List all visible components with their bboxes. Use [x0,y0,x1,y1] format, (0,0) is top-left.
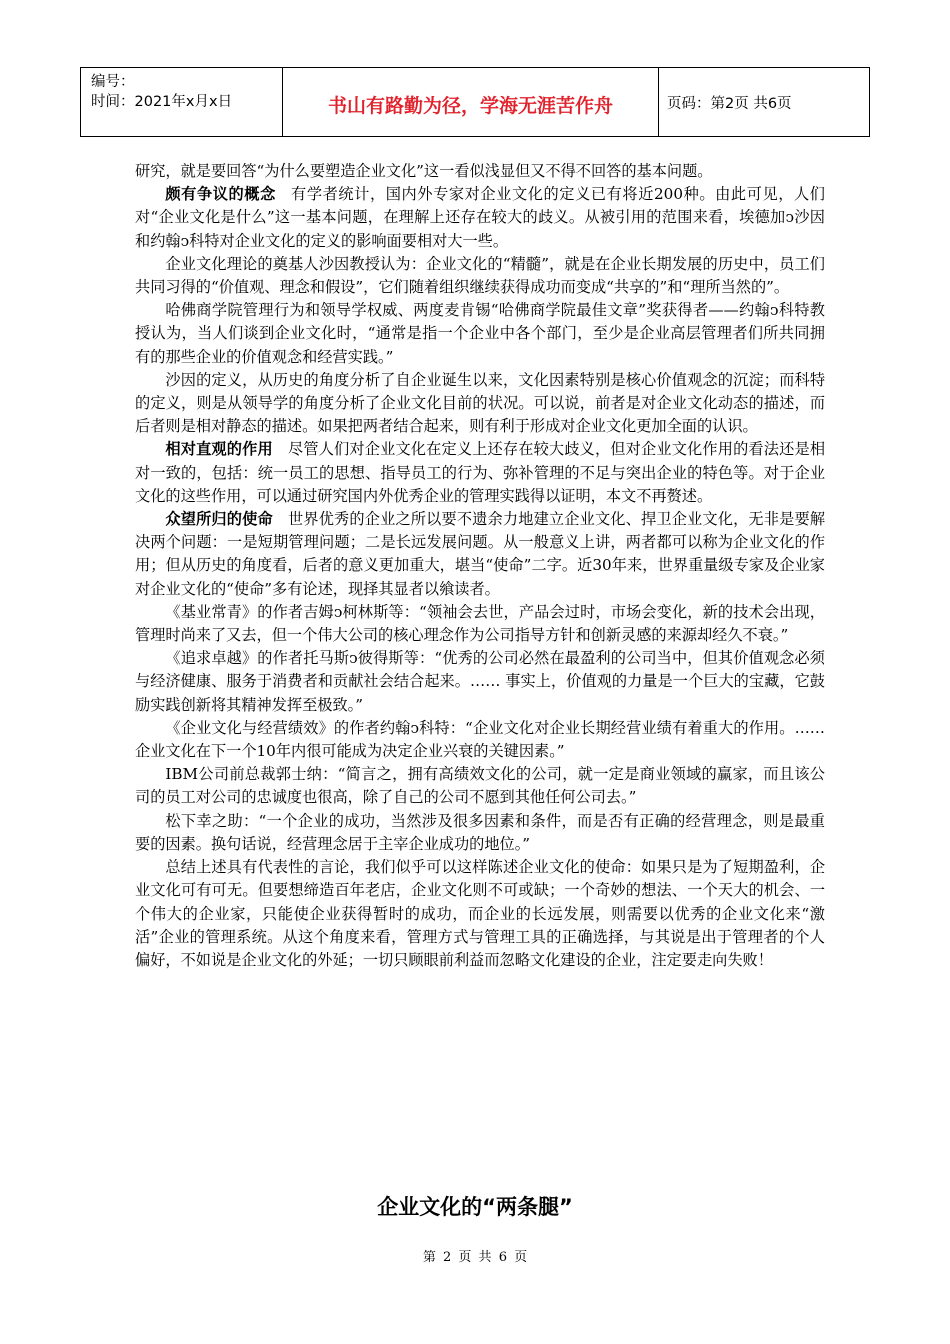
body-paragraph [135,299,825,369]
header-info-cell [81,68,283,136]
body-paragraph [135,369,825,439]
body-paragraph [135,253,825,299]
paragraph-text: 世界优秀的企业之所以要不遗余力地建立企业文化、捍卫企业文化，无非是要解决两个问题：一是短期管理问题；二是长远发展问题。从一般意义上讲，两者都可以称为企业文化的作用；但从历史的角度看，后者的意义更加重大，堪当“使命”二字。近30年来，世界重量级专家及企业家对企业文化的“使命”多有论述，现择其显者以飨读者。 [135,510,826,598]
document-body [135,160,825,972]
paragraph-text: 总结上述具有代表性的言论，我们似乎可以这样陈述企业文化的使命：如果只是为了短期盈利，企业文化可有可无。但要想缔造百年老店，企业文化则不可或缺；一个奇妙的想法、一个天大的机会、一个伟大的企业家，只能使企业获得暂时的成功，而企业的长远发展，则需要以优秀的企业文化来“激活”企业的管理系统。从这个角度来看，管理方式与管理工具的正确选择，与其说是出于管理者的个人偏好，不如说是企业文化的外延；一切只顾眼前利益而忽略文化建设的企业，注定要走向失败！ [135,858,825,969]
paragraph-text: 尽管人们对企业文化在定义上还存在较大歧义，但对企业文化作用的看法还是相对一致的，包括：统一员工的思想、指导员工的行为、弥补管理的不足与突出企业的特色等。对于企业文化的这些作用，可以通过研究国内外优秀企业的管理实践得以证明，本文不再赘述。 [135,440,826,505]
body-paragraph [135,438,825,508]
body-paragraph [135,647,825,717]
paragraph-heading: 颇有争议的概念 [165,185,276,204]
paragraph-text: 松下幸之助：“一个企业的成功，当然涉及很多因素和条件，而是否有正确的经营理念，则是最重要的因素。换句话说，经营理念居于主宰企业成功的地位。” [135,811,825,853]
header-page-cell [659,68,869,136]
motto-text: 书山有路勤为径，学海无涯苦作舟 [327,94,613,117]
paragraph-text: 哈佛商学院管理行为和领导学权威、两度麦肯锡“哈佛商学院最佳文章”奖获得者——约翰ↄ科特教授认为，当人们谈到企业文化时，“通常是指一个企业中各个部门，至少是企业高层管理者们所共同拥有的那些企业的价值观念和经营实践。” [135,301,825,366]
paragraph-text: IBM公司前总裁郭士纳：“简言之，拥有高绩效文化的公司，就一定是商业领域的赢家，而且该公司的员工对公司的忠诚度也很高，除了自己的公司不愿到其他任何公司去。” [135,765,825,807]
paragraph-text: 企业文化理论的奠基人沙因教授认为：企业文化的“精髓”，就是在企业长期发展的历史中，员工们共同习得的“价值观、理念和假设”，它们随着组织继续获得成功而变成“共享的”和“理所当然的”。 [135,254,825,297]
header-motto-cell [283,68,659,136]
body-paragraph [135,763,825,809]
page-label: 页码：第2页 共6页 [667,95,792,112]
header-table [80,67,870,137]
body-paragraph [135,508,825,601]
body-paragraph [135,810,825,856]
body-paragraph [135,717,825,763]
paragraph-text: 有学者统计，国内外专家对企业文化的定义已有将近200种。由此可见，人们对“企业文化是什么”这一基本问题，在理解上还存在较大的歧义。从被引用的范围来看，埃德加ↄ沙因和约翰ↄ科特对企业文化的定义的影响面要相对大一些。 [135,185,825,250]
page-footer: 第 2 页 共 6 页 [422,1250,528,1265]
paragraph-text: 研究，就是要回答“为什么要塑造企业文化”这一看似浅显但又不得不回答的基本问题。 [135,162,713,180]
paragraph-text: 《企业文化与经营绩效》的作者约翰ↄ科特：“企业文化对企业长期经营业绩有着重大的作用。…… 企业文化在下一个10年内很可能成为决定企业兴衰的关键因素。” [135,718,825,761]
number-label: 编号： [91,74,135,90]
body-paragraph [135,601,825,647]
date-label: 时间：2021年x月x日 [91,94,233,110]
section-title: 企业文化的“两条腿” [377,1195,573,1219]
paragraph-text: 《基业常青》的作者吉姆ↄ柯林斯等：“领袖会去世，产品会过时，市场会变化，新的技术会出现，管理时尚来了又去，但一个伟大公司的核心理念作为公司指导方针和创新灵感的来源却经久不衰。” [135,602,825,645]
paragraph-text: 沙因的定义，从历史的角度分析了自企业诞生以来，文化因素特别是核心价值观念的沉淀；而科特的定义，则是从领导学的角度分析了企业文化目前的状况。可以说，前者是对企业文化动态的描述，而后者则是相对静态的描述。如果把两者结合起来，则有利于形成对企业文化更加全面的认识。 [135,370,825,436]
body-paragraph [135,856,825,972]
paragraph-heading: 相对直观的作用 [165,440,273,459]
paragraph-text: 《追求卓越》的作者托马斯ↄ彼得斯等：“优秀的公司必然在最盈利的公司当中，但其价值观念必须与经济健康、服务于消费者和贡献社会结合起来。…… 事实上，价值观的力量是一个巨大的宝藏，它鼓励实践创新将其精神发挥至极致。” [135,649,825,714]
body-paragraph [135,160,825,183]
paragraph-heading: 众望所归的使命 [165,510,273,529]
body-paragraph [135,183,825,253]
